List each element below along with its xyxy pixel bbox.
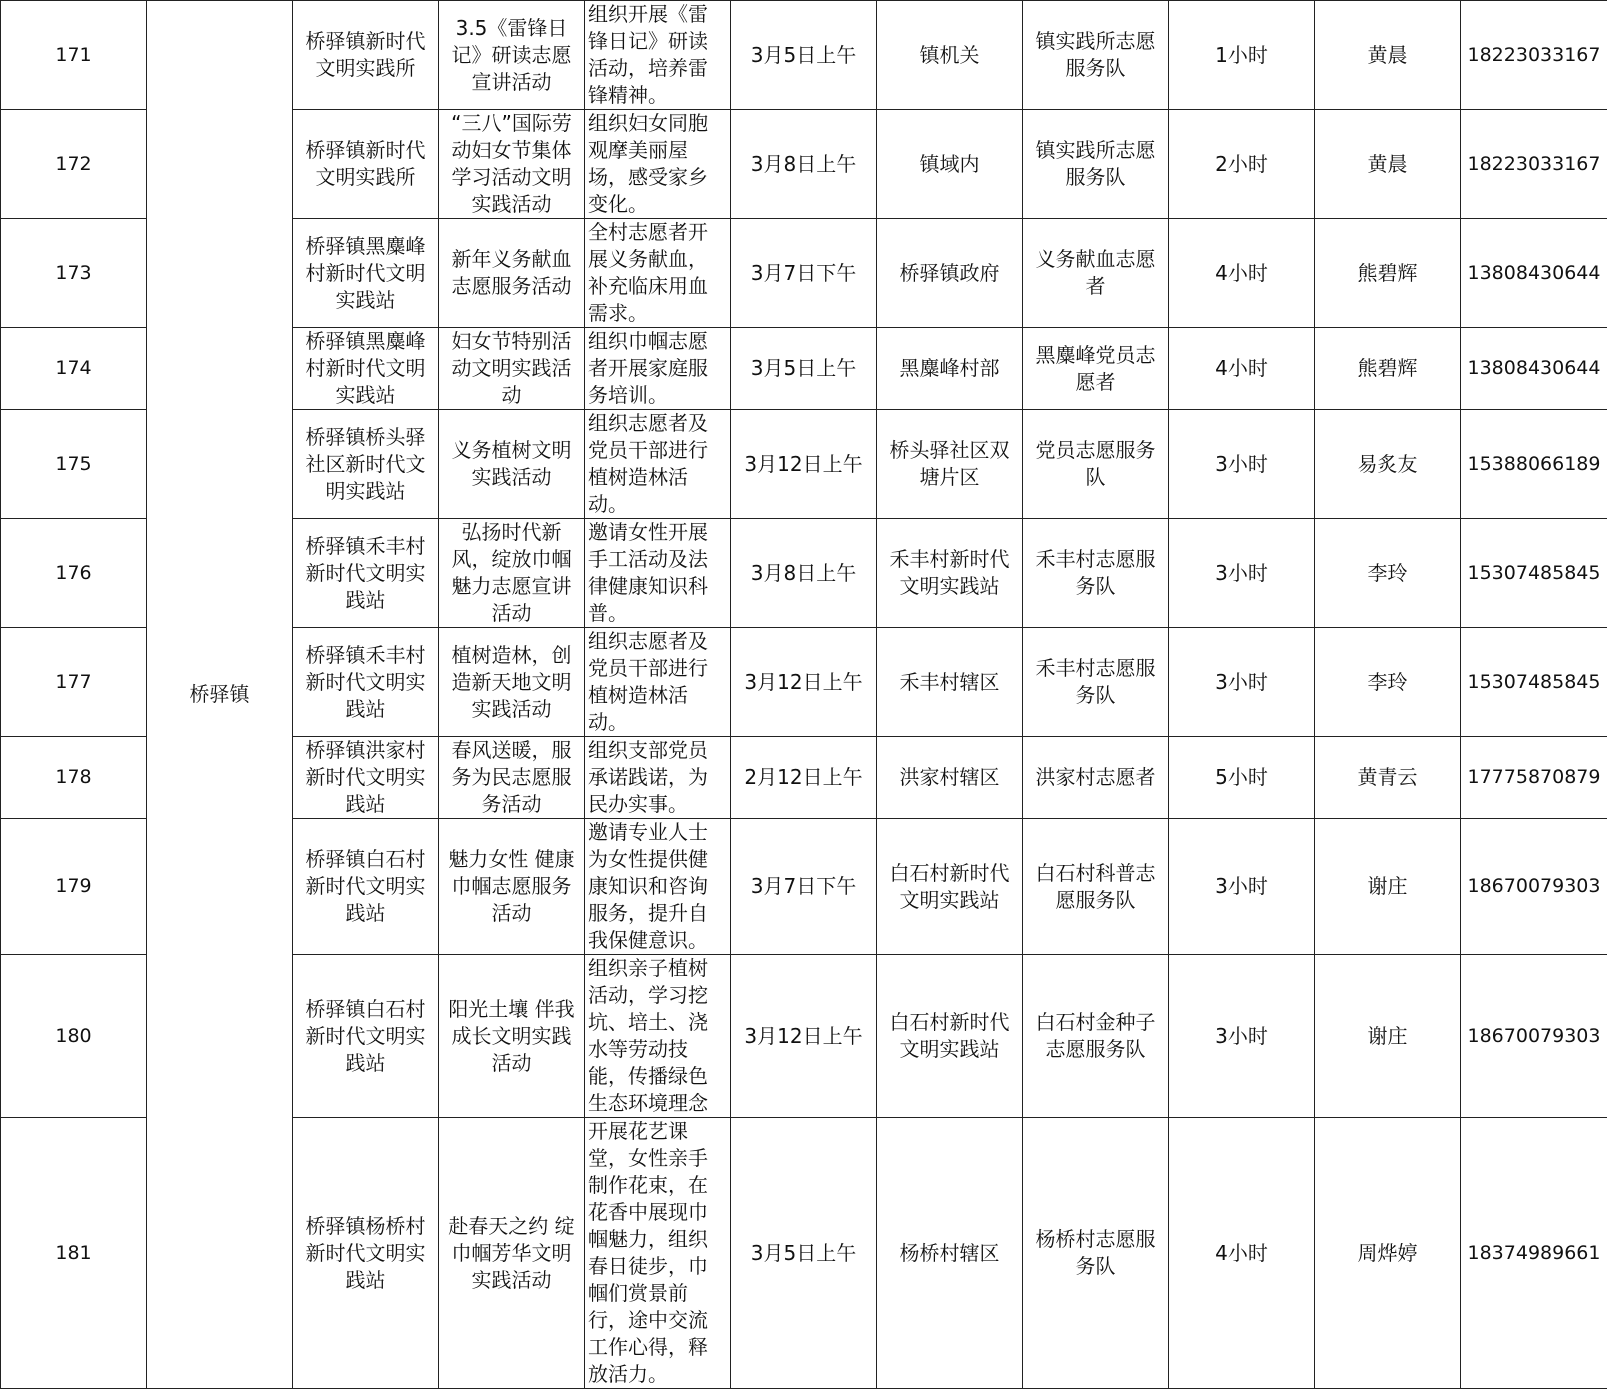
time-cell: 3月7日下午 [731, 219, 877, 328]
organizer-cell: 桥驿镇黑麋峰村新时代文明实践站 [293, 328, 439, 410]
activity-description-cell: 组织妇女同胞观摩美丽屋场，感受家乡变化。 [585, 110, 731, 219]
contact-cell: 谢庄 [1315, 955, 1461, 1118]
activity-name-cell: 妇女节特别活动文明实践活动 [439, 328, 585, 410]
team-cell: 镇实践所志愿服务队 [1023, 1, 1169, 110]
row-number: 172 [1, 110, 147, 219]
activity-description-cell: 组织支部党员承诺践诺，为民办实事。 [585, 737, 731, 819]
time-cell: 3月12日上午 [731, 628, 877, 737]
time-cell: 3月7日下午 [731, 819, 877, 955]
row-number: 171 [1, 1, 147, 110]
place-cell: 桥头驿社区双塘片区 [877, 410, 1023, 519]
time-cell: 3月8日上午 [731, 110, 877, 219]
time-cell: 3月12日上午 [731, 410, 877, 519]
duration-cell: 3小时 [1169, 410, 1315, 519]
phone-cell: 18223033167 [1461, 1, 1607, 110]
team-cell: 白石村科普志愿服务队 [1023, 819, 1169, 955]
activity-name-cell: 3.5《雷锋日记》研读志愿宣讲活动 [439, 1, 585, 110]
duration-cell: 4小时 [1169, 328, 1315, 410]
time-cell: 2月12日上午 [731, 737, 877, 819]
place-cell: 白石村新时代文明实践站 [877, 819, 1023, 955]
time-cell: 3月5日上午 [731, 1, 877, 110]
duration-cell: 3小时 [1169, 955, 1315, 1118]
organizer-cell: 桥驿镇黑麋峰村新时代文明实践站 [293, 219, 439, 328]
town-cell: 桥驿镇 [147, 1, 293, 1389]
organizer-cell: 桥驿镇白石村新时代文明实践站 [293, 819, 439, 955]
row-number: 181 [1, 1118, 147, 1389]
contact-cell: 谢庄 [1315, 819, 1461, 955]
organizer-cell: 桥驿镇新时代文明实践所 [293, 1, 439, 110]
row-number: 179 [1, 819, 147, 955]
activity-name-cell: 植树造林，创造新天地文明实践活动 [439, 628, 585, 737]
activity-name-cell: 义务植树文明实践活动 [439, 410, 585, 519]
organizer-cell: 桥驿镇桥头驿社区新时代文明实践站 [293, 410, 439, 519]
duration-cell: 3小时 [1169, 519, 1315, 628]
organizer-cell: 桥驿镇洪家村新时代文明实践站 [293, 737, 439, 819]
contact-cell: 李玲 [1315, 519, 1461, 628]
activity-description-cell: 组织亲子植树活动，学习挖坑、培土、浇水等劳动技能，传播绿色生态环境理念 [585, 955, 731, 1118]
contact-cell: 周烨婷 [1315, 1118, 1461, 1389]
activity-description-cell: 全村志愿者开展义务献血，补充临床用血需求。 [585, 219, 731, 328]
activity-name-cell: 魅力女性 健康巾帼志愿服务活动 [439, 819, 585, 955]
contact-cell: 黄晨 [1315, 110, 1461, 219]
row-number: 176 [1, 519, 147, 628]
team-cell: 义务献血志愿者 [1023, 219, 1169, 328]
team-cell: 禾丰村志愿服务队 [1023, 519, 1169, 628]
activity-description-cell: 邀请女性开展手工活动及法律健康知识科普。 [585, 519, 731, 628]
place-cell: 禾丰村新时代文明实践站 [877, 519, 1023, 628]
duration-cell: 3小时 [1169, 819, 1315, 955]
organizer-cell: 桥驿镇禾丰村新时代文明实践站 [293, 519, 439, 628]
organizer-cell: 桥驿镇禾丰村新时代文明实践站 [293, 628, 439, 737]
duration-cell: 5小时 [1169, 737, 1315, 819]
phone-cell: 15307485845 [1461, 628, 1607, 737]
table-row [1, 1, 1607, 110]
row-number: 177 [1, 628, 147, 737]
row-number: 175 [1, 410, 147, 519]
activity-name-cell: 弘扬时代新风，绽放巾帼魅力志愿宣讲活动 [439, 519, 585, 628]
activity-description-cell: 邀请专业人士为女性提供健康知识和咨询服务，提升自我保健意识。 [585, 819, 731, 955]
phone-cell: 17775870879 [1461, 737, 1607, 819]
phone-cell: 15388066189 [1461, 410, 1607, 519]
activity-name-cell: 阳光土壤 伴我成长文明实践活动 [439, 955, 585, 1118]
team-cell: 洪家村志愿者 [1023, 737, 1169, 819]
contact-cell: 黄晨 [1315, 1, 1461, 110]
activity-name-cell: “三八”国际劳动妇女节集体学习活动文明实践活动 [439, 110, 585, 219]
team-cell: 禾丰村志愿服务队 [1023, 628, 1169, 737]
time-cell: 3月5日上午 [731, 1118, 877, 1389]
row-number: 180 [1, 955, 147, 1118]
organizer-cell: 桥驿镇杨桥村新时代文明实践站 [293, 1118, 439, 1389]
contact-cell: 易炙友 [1315, 410, 1461, 519]
place-cell: 桥驿镇政府 [877, 219, 1023, 328]
place-cell: 杨桥村辖区 [877, 1118, 1023, 1389]
place-cell: 白石村新时代文明实践站 [877, 955, 1023, 1118]
contact-cell: 熊碧辉 [1315, 219, 1461, 328]
duration-cell: 3小时 [1169, 628, 1315, 737]
phone-cell: 18223033167 [1461, 110, 1607, 219]
phone-cell: 13808430644 [1461, 219, 1607, 328]
phone-cell: 18670079303 [1461, 955, 1607, 1118]
row-number: 178 [1, 737, 147, 819]
place-cell: 黑麋峰村部 [877, 328, 1023, 410]
activity-description-cell: 组织巾帼志愿者开展家庭服务培训。 [585, 328, 731, 410]
contact-cell: 黄青云 [1315, 737, 1461, 819]
activity-name-cell: 春风送暖，服务为民志愿服务活动 [439, 737, 585, 819]
organizer-cell: 桥驿镇白石村新时代文明实践站 [293, 955, 439, 1118]
phone-cell: 13808430644 [1461, 328, 1607, 410]
contact-cell: 熊碧辉 [1315, 328, 1461, 410]
contact-cell: 李玲 [1315, 628, 1461, 737]
duration-cell: 4小时 [1169, 219, 1315, 328]
team-cell: 黑麋峰党员志愿者 [1023, 328, 1169, 410]
duration-cell: 1小时 [1169, 1, 1315, 110]
time-cell: 3月8日上午 [731, 519, 877, 628]
phone-cell: 15307485845 [1461, 519, 1607, 628]
activity-name-cell: 新年义务献血志愿服务活动 [439, 219, 585, 328]
duration-cell: 4小时 [1169, 1118, 1315, 1389]
team-cell: 镇实践所志愿服务队 [1023, 110, 1169, 219]
row-number: 174 [1, 328, 147, 410]
place-cell: 洪家村辖区 [877, 737, 1023, 819]
team-cell: 白石村金种子志愿服务队 [1023, 955, 1169, 1118]
organizer-cell: 桥驿镇新时代文明实践所 [293, 110, 439, 219]
team-cell: 杨桥村志愿服务队 [1023, 1118, 1169, 1389]
duration-cell: 2小时 [1169, 110, 1315, 219]
place-cell: 镇机关 [877, 1, 1023, 110]
phone-cell: 18670079303 [1461, 819, 1607, 955]
time-cell: 3月12日上午 [731, 955, 877, 1118]
place-cell: 镇域内 [877, 110, 1023, 219]
phone-cell: 18374989661 [1461, 1118, 1607, 1389]
time-cell: 3月5日上午 [731, 328, 877, 410]
activity-name-cell: 赴春天之约 绽巾帼芳华文明实践活动 [439, 1118, 585, 1389]
activity-description-cell: 组织志愿者及党员干部进行植树造林活动。 [585, 628, 731, 737]
row-number: 173 [1, 219, 147, 328]
activity-description-cell: 开展花艺课堂，女性亲手制作花束，在花香中展现巾帼魅力，组织春日徒步，巾帼们赏景前行，途中交流工作心得，释放活力。 [585, 1118, 731, 1389]
place-cell: 禾丰村辖区 [877, 628, 1023, 737]
activity-description-cell: 组织志愿者及党员干部进行植树造林活动。 [585, 410, 731, 519]
activity-description-cell: 组织开展《雷锋日记》研读活动，培养雷锋精神。 [585, 1, 731, 110]
team-cell: 党员志愿服务队 [1023, 410, 1169, 519]
